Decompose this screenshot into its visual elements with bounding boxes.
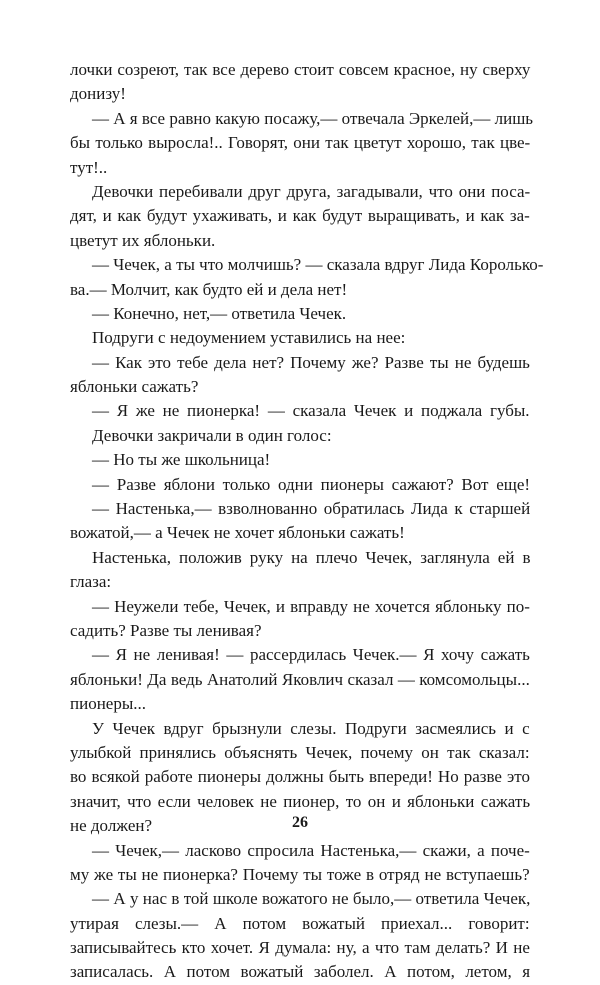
text-line: — Неужели тебе, Чечек, и вправду не хочется яблоньку по- (92, 596, 530, 616)
text-line: — А у нас в той школе вожатого не было,— ответила Чечек, (92, 889, 531, 909)
text-line: — Я же не пионерка! — сказала Чечек и поджала губы. (92, 401, 530, 421)
text-line: — Я не ленивая! — рассердилась Чечек.— Я хочу сажать (92, 645, 530, 665)
text-line: пионеры... (70, 694, 147, 714)
text-line: улыбкой принялись объяснять Чечек, почему он так сказал: (70, 742, 530, 762)
text-line: Девочки закричали в один голос: (92, 425, 332, 445)
text-line: — Разве яблони только одни пионеры сажают? Вот еще! (92, 474, 531, 494)
text-line: бы только выросла!.. Говорят, они так цветут хорошо, так цве- (70, 133, 531, 153)
text-line: глаза: (70, 572, 112, 592)
text-line: донизу! (70, 84, 126, 104)
text-line: садить? Разве ты ленивая? (70, 620, 262, 640)
text-line: значит, что если человек не пионер, то он и яблоньки сажать (70, 791, 531, 811)
text-line: записывайтесь кто хочет. Я думала: ну, а что там делать? И не (70, 938, 530, 958)
text-line: не должен? (70, 816, 153, 836)
text-line: записалась. А потом вожатый заболел. А потом, летом, я (70, 962, 531, 982)
text-line: — Чечек,— ласково спросила Настенька,— скажи, а поче- (92, 840, 530, 860)
text-line: — Как это тебе дела нет? Почему же? Разве ты не будешь (92, 352, 530, 372)
text-line: — А я все равно какую посажу,— отвечала Эркелей,— лишь (92, 108, 534, 128)
text-line: — Чечек, а ты что молчишь? — сказала вдруг Лида Королько- (92, 255, 544, 275)
text-line: вожатой,— а Чечек не хочет яблоньки сажать! (70, 523, 405, 543)
text-line: тут!.. (70, 157, 108, 177)
page-number: 26 (292, 814, 308, 831)
text-line: — Но ты же школьница! (92, 450, 271, 470)
text-line: Настенька, положив руку на плечо Чечек, заглянула ей в (92, 547, 531, 567)
text-line: Подруги с недоумением уставились на нее: (92, 328, 406, 348)
text-line: во всякой работе пионеры должны быть впереди! Но разве это (70, 767, 530, 787)
text-line: ва.— Молчит, как будто ей и дела нет! (70, 279, 348, 299)
text-line: яблоньки! Да ведь Анатолий Яковлич сказал — комсомольцы... (70, 669, 530, 689)
text-line: Девочки перебивали друг друга, загадывали, что они поса- (92, 181, 531, 201)
text-line: — Настенька,— взволнованно обратилась Лида к старшей (92, 499, 531, 519)
text-line: дят, и как будут ухаживать, и как будут выращивать, и как за- (70, 206, 530, 226)
text-line: яблоньки сажать? (70, 377, 199, 397)
text-line: цветут их яблоньки. (70, 230, 216, 250)
text-line: — Конечно, нет,— ответила Чечек. (92, 303, 347, 323)
text-line: му же ты не пионерка? Почему ты тоже в отряд не вступаешь? (70, 864, 530, 884)
text-line: утирая слезы.— А потом вожатый приехал... говорит: (70, 913, 530, 933)
text-line: У Чечек вдруг брызнули слезы. Подруги засмеялись и с (92, 718, 530, 738)
body-text (70, 58, 544, 985)
text-line: лочки созреют, так все дерево стоит совсем красное, ну сверху (70, 60, 531, 79)
